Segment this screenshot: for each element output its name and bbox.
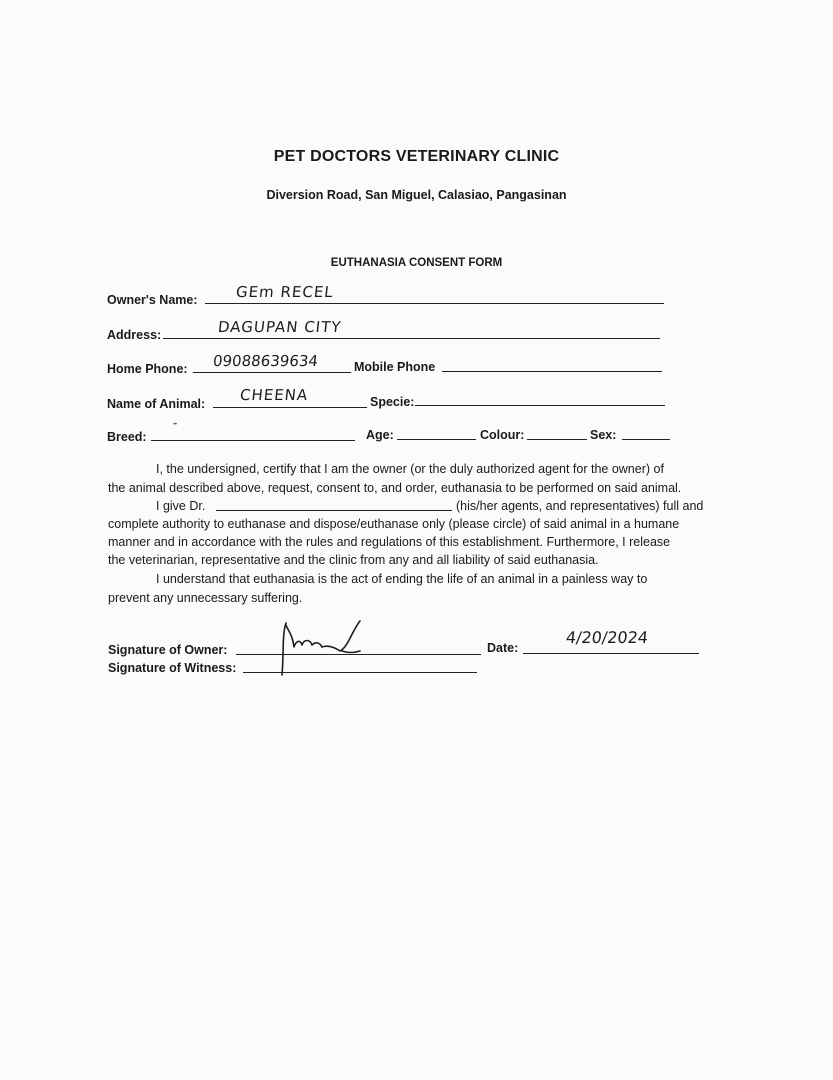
age-line[interactable] bbox=[397, 439, 476, 440]
date-value: 4/20/2024 bbox=[565, 628, 650, 647]
address-value: DAGUPAN CITY bbox=[217, 318, 343, 336]
paragraph-3-line-2: prevent any unnecessary suffering. bbox=[108, 591, 303, 605]
owner-signature-mark bbox=[272, 617, 382, 677]
sex-label: Sex: bbox=[590, 428, 617, 442]
address-label: Address: bbox=[107, 328, 162, 342]
home-phone-line[interactable] bbox=[193, 372, 351, 373]
home-phone-label: Home Phone: bbox=[107, 362, 188, 376]
colour-label: Colour: bbox=[480, 428, 525, 442]
paragraph-1-line-1: I, the undersigned, certify that I am the owner (or the duly authorized agent for the owner) of bbox=[156, 462, 664, 476]
form-title: EUTHANASIA CONSENT FORM bbox=[330, 257, 503, 269]
specie-label: Specie: bbox=[370, 395, 415, 409]
address-line[interactable] bbox=[163, 338, 660, 339]
owner-name-line[interactable] bbox=[205, 303, 664, 304]
paragraph-2-line-3: manner and in accordance with the rules and regulations of this establishment. Furthermore, I release bbox=[108, 535, 671, 549]
colour-line[interactable] bbox=[527, 439, 587, 440]
witness-signature-line[interactable] bbox=[243, 672, 477, 673]
specie-line[interactable] bbox=[415, 405, 665, 406]
animal-name-label: Name of Animal: bbox=[107, 397, 206, 411]
mobile-phone-line[interactable] bbox=[442, 371, 662, 372]
date-line[interactable] bbox=[523, 653, 699, 654]
owner-name-value: GEm RECEL bbox=[235, 283, 335, 301]
clinic-name: PET DOCTORS VETERINARY CLINIC bbox=[273, 148, 560, 165]
date-label: Date: bbox=[487, 641, 519, 655]
sex-line[interactable] bbox=[622, 439, 670, 440]
breed-value: - bbox=[172, 416, 180, 430]
witness-signature-label: Signature of Witness: bbox=[108, 661, 237, 675]
doctor-name-line[interactable] bbox=[216, 510, 452, 511]
paragraph-1-line-2: the animal described above, request, consent to, and order, euthanasia to be performed on said animal. bbox=[108, 481, 682, 495]
breed-label: Breed: bbox=[107, 430, 147, 444]
paragraph-2-line-4: the veterinarian, representative and the clinic from any and all liability of said euthanasia. bbox=[108, 553, 599, 567]
home-phone-value: 09088639634 bbox=[212, 352, 319, 370]
age-label: Age: bbox=[366, 428, 394, 442]
paragraph-3-line-1: I understand that euthanasia is the act of ending the life of an animal in a painless way to bbox=[156, 572, 648, 586]
animal-name-value: CHEENA bbox=[239, 386, 310, 404]
breed-line[interactable] bbox=[151, 440, 355, 441]
owner-name-label: Owner's Name: bbox=[107, 293, 198, 307]
paragraph-2-start: I give Dr. bbox=[156, 499, 206, 513]
paragraph-2-end: (his/her agents, and representatives) full and bbox=[456, 499, 704, 513]
owner-signature-label: Signature of Owner: bbox=[108, 643, 228, 657]
paragraph-2-line-2: complete authority to euthanase and dispose/euthanase only (please circle) of said animal in a humane bbox=[108, 517, 680, 531]
mobile-phone-label: Mobile Phone bbox=[354, 360, 436, 374]
clinic-address: Diversion Road, San Miguel, Calasiao, Pangasinan bbox=[266, 188, 567, 202]
animal-name-line[interactable] bbox=[213, 407, 367, 408]
